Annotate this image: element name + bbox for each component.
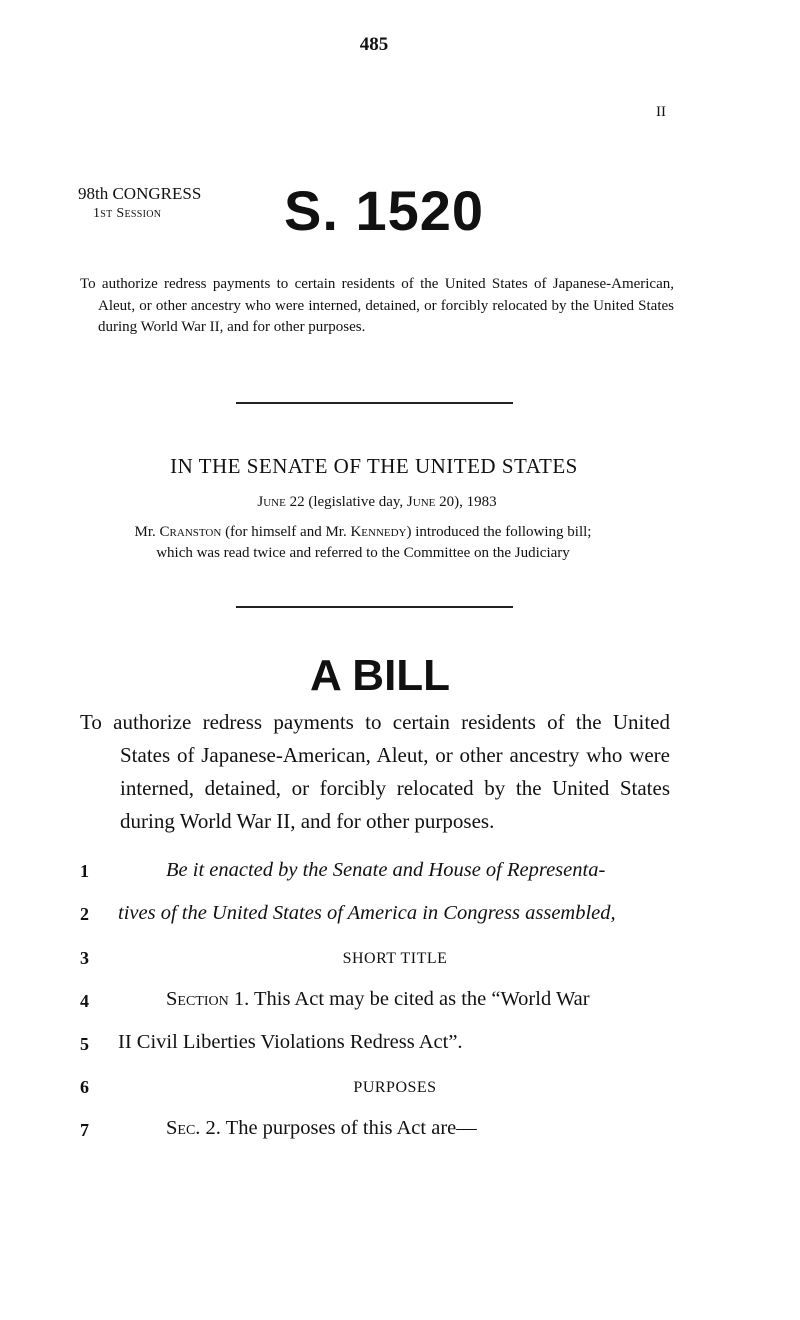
date-text: 22 (legislative day, — [285, 494, 407, 510]
date-month-legislative: June — [406, 494, 436, 510]
bill-heading: A BILL — [309, 651, 451, 700]
roman-marker: II — [656, 104, 666, 120]
line-number: 6 — [80, 1077, 89, 1097]
session-label: 1st Session — [93, 206, 162, 221]
section-heading-short-title: SHORT TITLE — [342, 950, 448, 967]
long-title: To authorize redress payments to certain residents of the United States of Japanese-American, Aleut, or other ancestry who were interned, detained, or forcibly relocated by the United States during World War II, and for other purposes. — [80, 710, 670, 833]
enacting-clause-line: tives of the United States of America in Congress assembled, — [118, 902, 616, 924]
short-title: To authorize redress payments to certain residents of the United States of Japanese-American, Aleut, or other ancestry who were interned, detained, or forcibly relocated by the United States during World War II, and for other purposes. — [80, 276, 674, 335]
sponsor-name: Cranston — [159, 524, 222, 540]
line-number: 3 — [80, 948, 89, 968]
line-number: 1 — [80, 861, 89, 881]
congress-label: 98th CONGRESS — [78, 184, 202, 203]
intro-text: ) introduced the following bill; — [406, 524, 592, 540]
bill-number: S. 1520 — [284, 179, 485, 242]
enacting-clause-line: Be it enacted by the Senate and House of Representa- — [166, 859, 606, 881]
intro-text: (for himself and Mr. — [221, 524, 351, 540]
section-heading-purposes: PURPOSES — [353, 1079, 437, 1096]
section-text: . 2. The purposes of this Act are— — [195, 1117, 477, 1139]
page-number: 485 — [359, 34, 389, 55]
line-number: 2 — [80, 904, 89, 924]
intro-text: Mr. — [134, 524, 160, 540]
line-number: 7 — [80, 1120, 89, 1140]
divider-rule — [236, 606, 513, 608]
section-2-line — [166, 1117, 477, 1140]
section-1-line — [166, 988, 590, 1011]
congress-session-block — [78, 184, 201, 224]
introduction-statement — [0, 522, 726, 564]
line-number: 5 — [80, 1034, 89, 1054]
line-number: 4 — [80, 991, 89, 1011]
section-label: Section — [166, 988, 229, 1010]
senate-heading: IN THE SENATE OF THE UNITED STATES — [170, 454, 578, 478]
date-text-end: 20), 1983 — [435, 494, 497, 510]
cosponsor-name: Kennedy — [350, 524, 407, 540]
section-text: 1. This Act may be cited as the “World War — [228, 988, 590, 1010]
section-label: Sec — [166, 1117, 196, 1139]
date-month: June — [257, 494, 286, 510]
introduction-date — [0, 494, 754, 511]
section-1-line: II Civil Liberties Violations Redress Act”. — [118, 1031, 463, 1053]
divider-rule — [236, 402, 513, 404]
referral-line: which was read twice and referred to the Committee on the Judiciary — [156, 545, 570, 561]
sponsor-line — [0, 522, 726, 543]
